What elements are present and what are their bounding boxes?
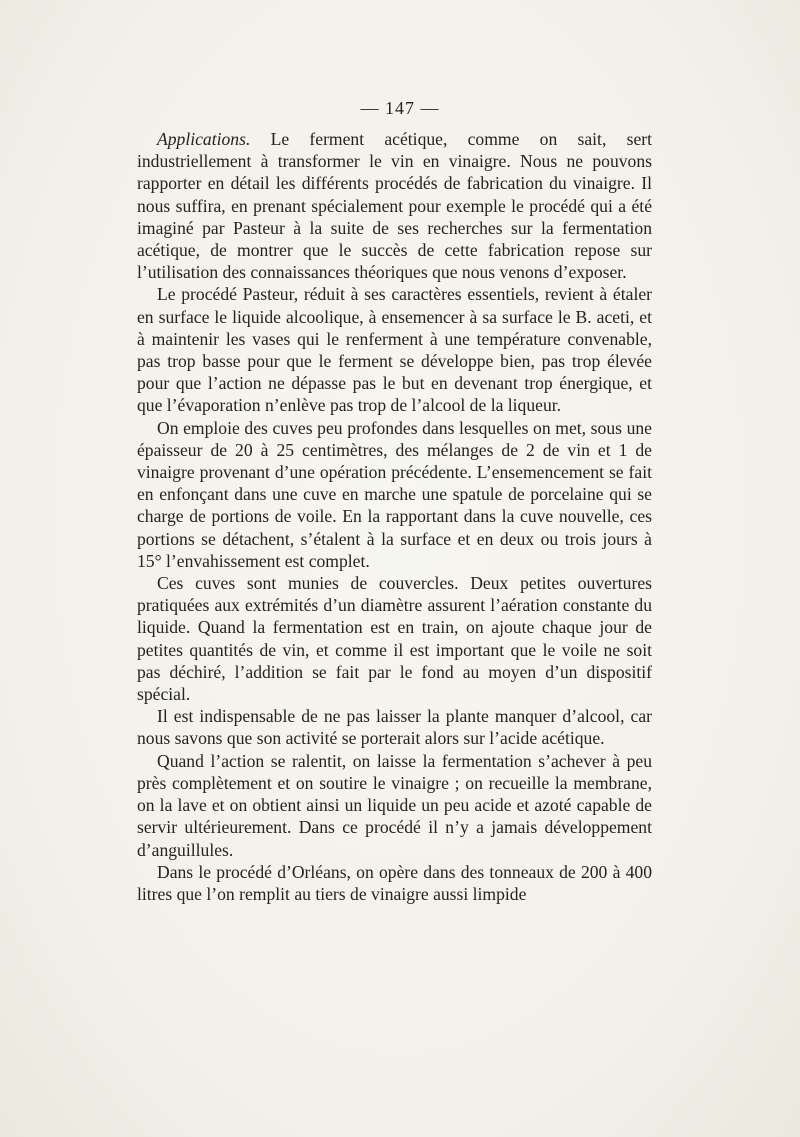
paragraph-text: Le ferment acétique, comme on sait, sert industriellement à transformer le vin en vinaigre. Nous ne pouvons rapporter en détail les différents procédés de fabrication du vinaigre. Il nous suffira, en prenant spécialement pour exemple le procédé qui a été imaginé par Pasteur à la suite de ses recherches sur la fermentation acétique, de montrer que le succès de cette fabrication repose sur l’utilisation des connaissances théoriques que nous venons d’exposer. [137, 129, 652, 283]
paragraph-couvercles: Ces cuves sont munies de couvercles. Deux petites ouvertures pratiquées aux extrémités d’un diamètre assurent l’aération constante du liquide. Quand la fermentation est en train, on ajoute chaque jour de petites quantités de vin, et comme il est important que le voile ne soit pas déchiré, l’addition se fait par le fond au moyen d’un dispositif spécial. [137, 573, 652, 705]
body-text [137, 128, 652, 905]
paragraph-ralentissement: Quand l’action se ralentit, on laisse la fermentation s’achever à peu près complètement et on soutire le vinaigre ; on recueille la membrane, on la lave et on obtient ainsi un liquide un peu acide et azoté capable de servir ultérieurement. Dans ce procédé il n’y a jamais développement d’anguillules. [137, 750, 652, 860]
paragraph-cuves: On emploie des cuves peu profondes dans lesquelles on met, sous une épaisseur de 20 à 25 centimètres, des mélanges de 2 de vin et 1 de vinaigre provenant d’une opération précédente. L’ensemencement se fait en enfonçant dans une cuve en marche une spatule de porcelaine qui se charge de portions de voile. En la rapportant dans la cuve nouvelle, ces portions se détachent, s’étalent à la surface et en deux ou trois jours à 15° l’envahissement est complet. [137, 417, 652, 571]
paragraph-procede-pasteur: Le procédé Pasteur, réduit à ses caractères essentiels, revient à étaler en surface le liquide alcoolique, à ensemencer à sa surface le B. aceti, et à maintenir les vases qui le renferment à une température convenable, pas trop basse pour que le ferment se développe bien, pas trop élevée pour que l’action ne dépasse pas le but en devenant trop énergique, et que l’évaporation n’enlève pas trop de l’alcool de la liqueur. [137, 284, 652, 416]
paragraph-applications [137, 128, 652, 283]
page-number: — 147 — [360, 98, 440, 118]
paragraph-alcool: Il est indispensable de ne pas laisser la plante manquer d’alcool, car nous savons que son activité se porterait alors sur l’acide acétique. [137, 706, 652, 749]
paragraph-procede-orleans: Dans le procédé d’Orléans, on opère dans des tonneaux de 200 à 400 litres que l’on remplit au tiers de vinaigre aussi limpide [137, 861, 652, 904]
section-lead-applications: Applications. [157, 129, 251, 149]
